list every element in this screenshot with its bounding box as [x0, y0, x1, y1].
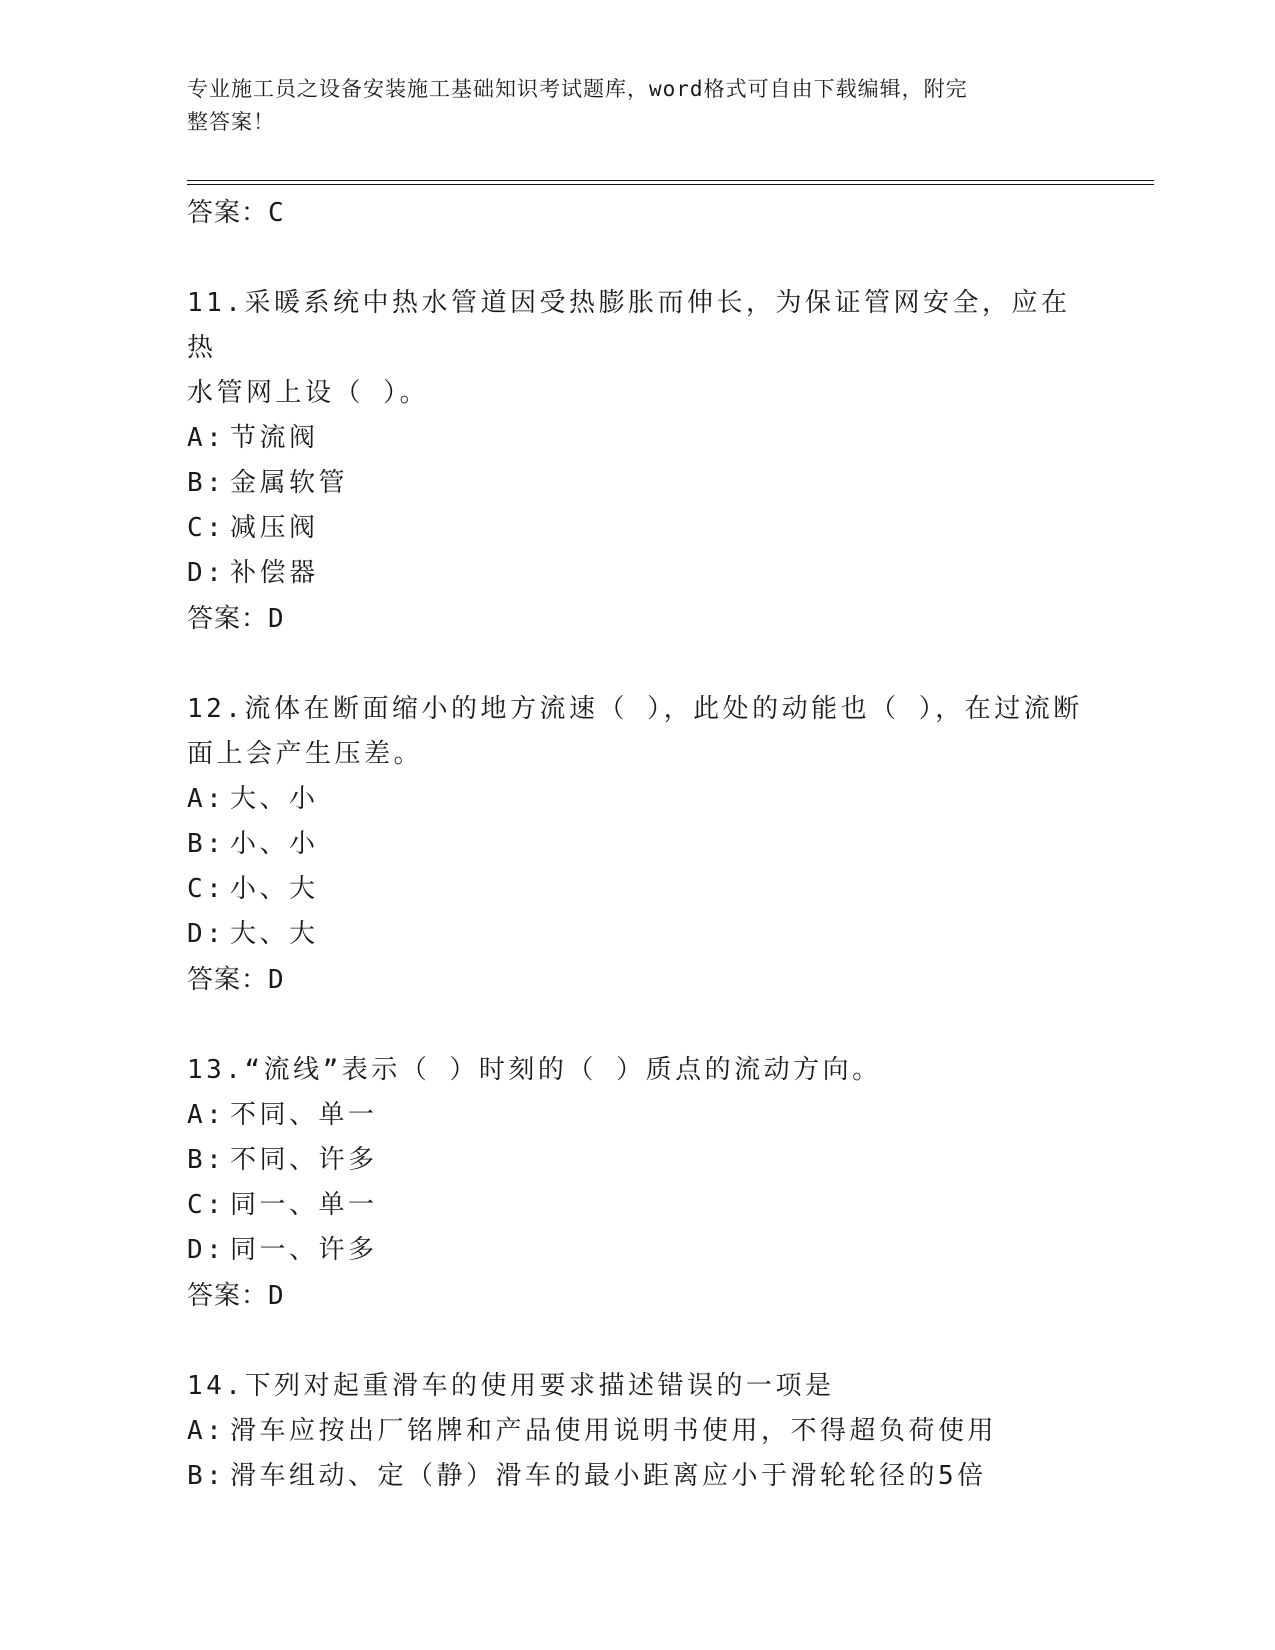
option-text: 同一、许多: [230, 1235, 378, 1265]
spacer: [187, 236, 1087, 281]
answer-12: [187, 957, 1087, 1003]
header-divider-bottom: [187, 184, 1154, 185]
header-line-2: 整答案！: [187, 110, 275, 134]
option-text: 大、小: [230, 784, 319, 814]
option-d: [187, 551, 1087, 596]
option-text: 减压阀: [230, 513, 319, 543]
option-b: [187, 822, 1087, 867]
answer-label: 答案：: [187, 965, 269, 995]
spacer: [187, 642, 1087, 687]
option-letter: D:: [187, 1235, 226, 1265]
question-stem-line-1: 下列对起重滑车的使用要求描述错误的一项是: [244, 1371, 835, 1401]
spacer: [187, 1003, 1087, 1048]
answer-value: D: [268, 604, 285, 634]
question-13: [187, 1048, 1087, 1319]
spacer: [187, 1319, 1087, 1364]
option-d: [187, 1228, 1087, 1273]
option-letter: C:: [187, 1190, 226, 1220]
header-divider-top: [187, 180, 1154, 181]
option-letter: B:: [187, 1145, 226, 1175]
question-number: 14.: [187, 1371, 245, 1401]
option-letter: A:: [187, 784, 226, 814]
answer-13: [187, 1273, 1087, 1319]
answer-value: D: [268, 1281, 285, 1311]
question-number: 13.: [187, 1055, 245, 1085]
question-list: [187, 190, 1087, 1499]
option-letter: B:: [187, 829, 226, 859]
option-text: 不同、许多: [230, 1145, 378, 1175]
option-letter: D:: [187, 919, 226, 949]
option-letter: C:: [187, 874, 226, 904]
question-14: [187, 1364, 1087, 1499]
option-b: [187, 1454, 1087, 1499]
answer-11: [187, 596, 1087, 642]
question-stem-line-1: 采暖系统中热水管道因受热膨胀而伸长，为保证管网安全，应在热: [187, 288, 1071, 363]
question-stem-line-1: “流线”表示（ ）时刻的（ ）质点的流动方向。: [244, 1055, 882, 1085]
answer-label: 答案：: [187, 198, 269, 228]
option-letter: B:: [187, 1461, 226, 1491]
option-text: 滑车组动、定（静）滑车的最小距离应小于滑轮轮径的5倍: [230, 1461, 987, 1491]
question-text: [187, 1048, 1087, 1093]
answer-label: 答案：: [187, 1281, 269, 1311]
question-text: [187, 1364, 1087, 1409]
option-text: 补偿器: [230, 558, 319, 588]
option-d: [187, 912, 1087, 957]
question-11: [187, 281, 1087, 642]
option-a: [187, 1093, 1087, 1138]
option-letter: B:: [187, 468, 226, 498]
question-text: [187, 687, 1087, 777]
option-c: [187, 506, 1087, 551]
option-b: [187, 461, 1087, 506]
question-stem-line-2: 水管网上设（ ）。: [187, 378, 430, 408]
option-text: 小、大: [230, 874, 319, 904]
option-text: 滑车应按出厂铭牌和产品使用说明书使用，不得超负荷使用: [230, 1416, 998, 1446]
question-number: 12.: [187, 694, 245, 724]
option-c: [187, 1183, 1087, 1228]
answer-value: D: [268, 965, 285, 995]
option-letter: C:: [187, 513, 226, 543]
option-text: 节流阀: [230, 423, 319, 453]
option-letter: A:: [187, 423, 226, 453]
question-12: [187, 687, 1087, 1003]
option-text: 不同、单一: [230, 1100, 378, 1130]
document-header: [187, 73, 1067, 139]
option-a: [187, 1409, 1087, 1454]
question-stem-line-1: 流体在断面缩小的地方流速（ ），此处的动能也（ ），在过流断: [244, 694, 1083, 724]
option-a: [187, 416, 1087, 461]
header-line-1: 专业施工员之设备安装施工基础知识考试题库，word格式可自由下载编辑，附完: [187, 77, 968, 101]
question-stem-line-2: 面上会产生压差。: [187, 739, 424, 769]
option-text: 同一、单一: [230, 1190, 378, 1220]
answer-value: C: [268, 198, 285, 228]
option-text: 金属软管: [230, 468, 349, 498]
question-number: 11.: [187, 288, 245, 318]
answer-prev: [187, 190, 1087, 236]
answer-label: 答案：: [187, 604, 269, 634]
option-letter: D:: [187, 558, 226, 588]
option-text: 大、大: [230, 919, 319, 949]
question-text: [187, 281, 1087, 416]
option-b: [187, 1138, 1087, 1183]
option-letter: A:: [187, 1100, 226, 1130]
option-a: [187, 777, 1087, 822]
option-letter: A:: [187, 1416, 226, 1446]
option-c: [187, 867, 1087, 912]
option-text: 小、小: [230, 829, 319, 859]
